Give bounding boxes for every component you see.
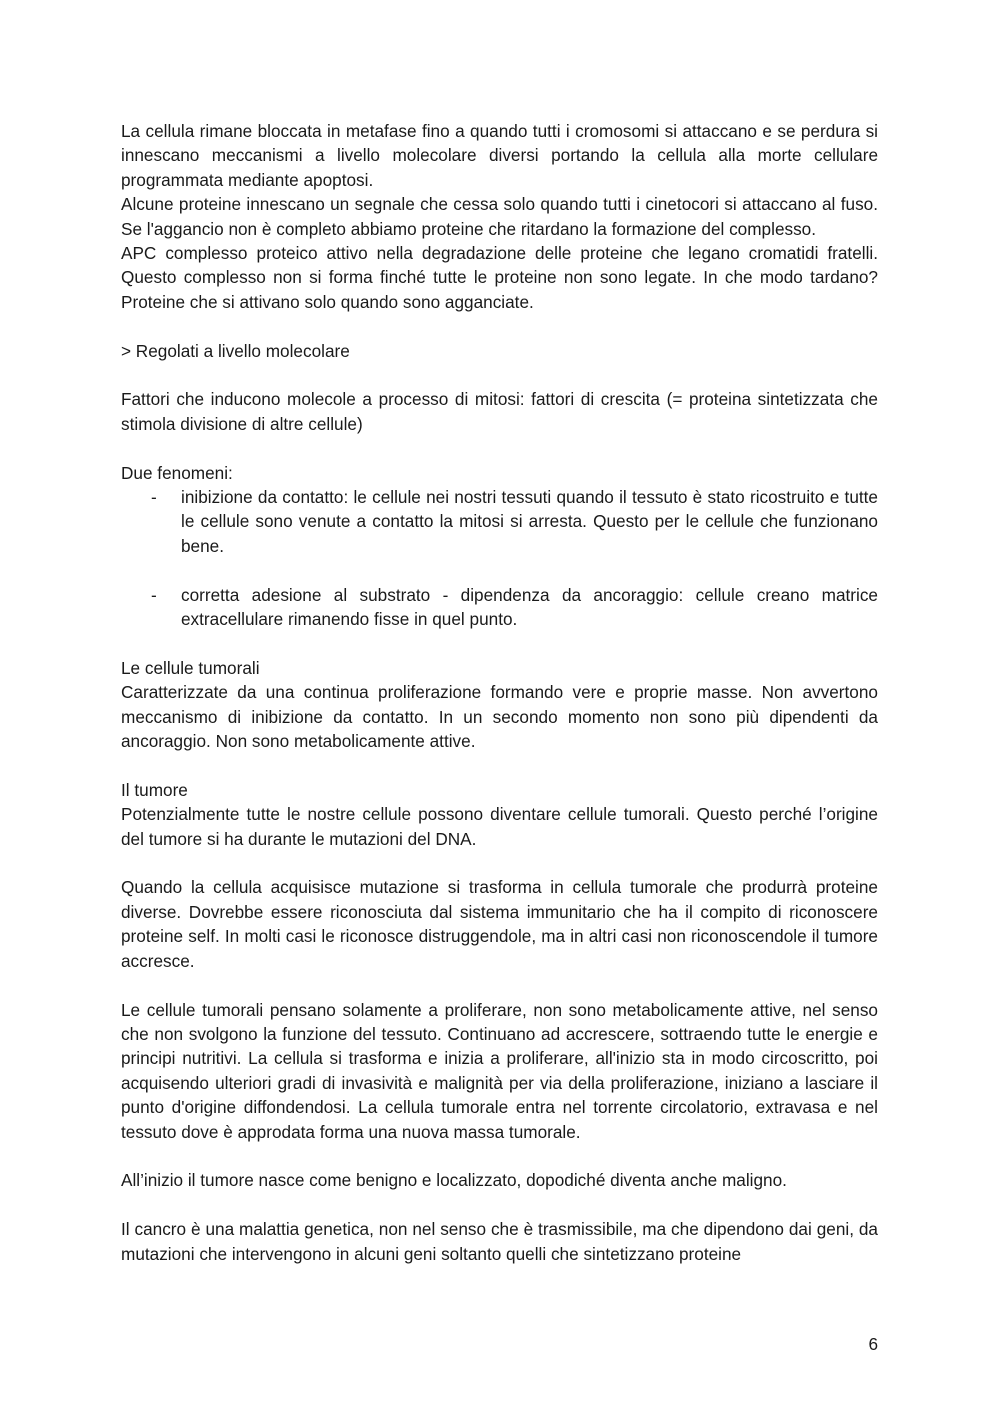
- list-marker: -: [151, 584, 157, 605]
- paragraph-due-fenomeni: Due fenomeni:: [121, 462, 233, 483]
- fenomeni-list: [121, 485, 878, 631]
- paragraph-benigno: All’inizio il tumore nasce come benigno e localizzato, dopodiché diventa anche maligno.: [121, 1170, 787, 1191]
- list-item: [121, 583, 878, 632]
- section-heading-il-tumore: Il tumore: [121, 779, 188, 800]
- section-heading-cellule-tumorali: Le cellule tumorali: [121, 657, 260, 678]
- spacer: [121, 314, 878, 338]
- spacer: [121, 363, 878, 387]
- paragraph-regolati: > Regolati a livello molecolare: [121, 340, 350, 361]
- list-item: [121, 485, 878, 558]
- spacer: [121, 753, 878, 777]
- spacer: [121, 558, 878, 582]
- paragraph-fattori: Fattori che inducono molecole a processo di mitosi: fattori di crescita (= proteina sintetizzata che stimola divisione di altre cellule): [121, 389, 878, 434]
- spacer: [121, 436, 878, 460]
- paragraph-cinetocori: Alcune proteine innescano un segnale che cessa solo quando tutti i cinetocori si attaccano al fuso. Se l'aggancio non è completo abbiamo proteine che ritardano la formazione del complesso.: [121, 194, 878, 239]
- list-item-text: inibizione da contatto: le cellule nei nostri tessuti quando il tessuto è stato ricostruito e tutte le cellule sono venute a contatto la mitosi si arresta. Questo per le cellule che funzionano bene.: [181, 487, 878, 556]
- spacer: [121, 631, 878, 655]
- paragraph-proliferare: Le cellule tumorali pensano solamente a proliferare, non sono metabolicamente attive, nel senso che non svolgono la funzione del tessuto. Continuano ad accrescere, sottraendo tutte le energie e principi nutritivi. La cellula si trasforma e inizia a proliferare, all'inizio sta in modo circoscritto, poi acquisendo ulteriori gradi di invasività e malignità per via della proliferazione, iniziano a lasciare il punto d'origine diffondendosi. La cellula tumorale entra nel torrente circolatorio, extravasa e nel tessuto dove è approdata forma una nuova massa tumorale.: [121, 999, 878, 1142]
- paragraph-il-tumore: Potenzialmente tutte le nostre cellule possono diventare cellule tumorali. Questo perché l’origine del tumore si ha durante le mutazioni del DNA.: [121, 804, 878, 849]
- paragraph-cellule-tumorali: Caratterizzate da una continua proliferazione formando vere e proprie masse. Non avvertono meccanismo di inibizione da contatto. In un secondo momento non sono più dipendenti da ancoraggio. Non sono metabolicamente attive.: [121, 682, 878, 752]
- paragraph-cancro: Il cancro è una malattia genetica, non nel senso che è trasmissibile, ma che dipendono dai geni, da mutazioni che intervengono in alcuni geni soltanto quelli che sintetizzano proteine: [121, 1219, 878, 1264]
- list-marker: -: [151, 487, 157, 508]
- spacer: [121, 973, 878, 997]
- list-item-text: corretta adesione al substrato - dipendenza da ancoraggio: cellule creano matrice extracellulare rimanendo fisse in quel punto.: [181, 584, 878, 630]
- paragraph-apc: APC complesso proteico attivo nella degradazione delle proteine che legano cromatidi fratelli. Questo complesso non si forma finché tutte le proteine non sono legate. In che modo tardano? Proteine che si attivano solo quando sono agganciate.: [121, 243, 878, 312]
- spacer: [121, 1144, 878, 1168]
- spacer: [121, 1193, 878, 1217]
- document-body: [121, 119, 878, 1266]
- paragraph-mutazione: Quando la cellula acquisisce mutazione si trasforma in cellula tumorale che produrrà proteine diverse. Dovrebbe essere riconosciuta dal sistema immunitario che ha il compito di riconoscere proteine self. In molti casi le riconosce distruggendole, ma in altri casi non riconoscendole il tumore accresce.: [121, 877, 878, 971]
- page-number: 6: [868, 1334, 878, 1354]
- paragraph-metafase: La cellula rimane bloccata in metafase fino a quando tutti i cromosomi si attaccano e se perdura si innescano meccanismi a livello molecolare diversi portando la cellula alla morte cellulare programmata mediante apoptosi.: [121, 121, 878, 190]
- spacer: [121, 851, 878, 875]
